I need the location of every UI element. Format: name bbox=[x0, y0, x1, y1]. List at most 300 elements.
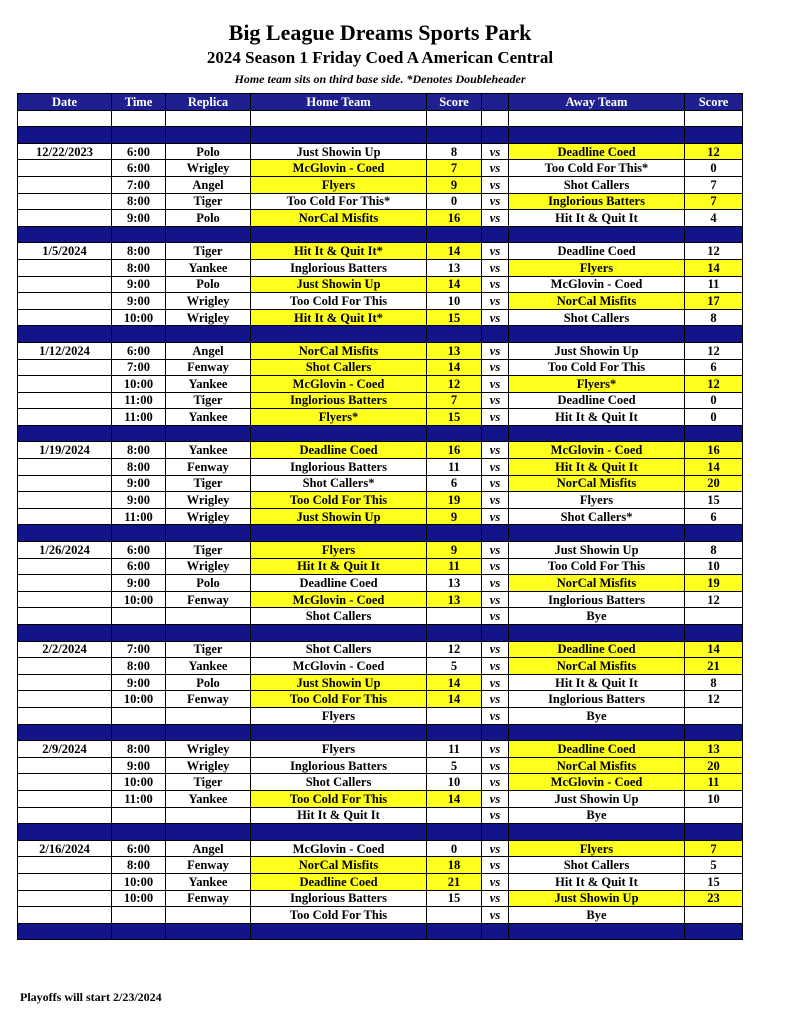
away-score-cell bbox=[685, 707, 743, 724]
home-score-cell: 15 bbox=[427, 409, 482, 426]
empty-cell bbox=[685, 425, 743, 442]
date-cell bbox=[18, 359, 112, 376]
empty-cell bbox=[18, 824, 112, 841]
away-score-cell: 8 bbox=[685, 674, 743, 691]
home-team-cell: NorCal Misfits bbox=[251, 342, 427, 359]
home-team-cell: Inglorious Batters bbox=[251, 757, 427, 774]
game-row bbox=[18, 790, 743, 807]
date-cell bbox=[18, 475, 112, 492]
time-cell bbox=[112, 807, 166, 824]
away-score-cell: 10 bbox=[685, 558, 743, 575]
vs-cell: vs bbox=[482, 558, 509, 575]
game-row bbox=[18, 276, 743, 293]
empty-cell bbox=[18, 226, 112, 243]
field-cell: Tiger bbox=[166, 193, 251, 210]
vs-cell: vs bbox=[482, 790, 509, 807]
field-cell bbox=[166, 608, 251, 625]
home-score-cell: 13 bbox=[427, 259, 482, 276]
home-team-cell: Too Cold For This bbox=[251, 293, 427, 310]
home-score-cell: 9 bbox=[427, 176, 482, 193]
empty-cell bbox=[509, 724, 685, 741]
away-team-cell: Inglorious Batters bbox=[509, 591, 685, 608]
time-cell: 11:00 bbox=[112, 409, 166, 426]
vs-cell: vs bbox=[482, 160, 509, 177]
vs-cell: vs bbox=[482, 608, 509, 625]
vs-cell: vs bbox=[482, 376, 509, 393]
away-score-cell: 12 bbox=[685, 243, 743, 260]
home-team-cell: Inglorious Batters bbox=[251, 259, 427, 276]
empty-cell bbox=[112, 525, 166, 542]
field-cell: Wrigley bbox=[166, 293, 251, 310]
away-score-cell: 21 bbox=[685, 658, 743, 675]
home-team-cell: Too Cold For This bbox=[251, 790, 427, 807]
home-team-cell: Flyers bbox=[251, 542, 427, 559]
home-score-cell bbox=[427, 807, 482, 824]
home-score-cell: 15 bbox=[427, 890, 482, 907]
away-team-cell: Bye bbox=[509, 807, 685, 824]
home-team-cell: NorCal Misfits bbox=[251, 857, 427, 874]
away-score-cell: 12 bbox=[685, 376, 743, 393]
home-score-cell: 13 bbox=[427, 342, 482, 359]
empty-cell bbox=[427, 625, 482, 642]
home-team-cell: Shot Callers bbox=[251, 641, 427, 658]
away-score-cell bbox=[685, 608, 743, 625]
away-score-cell: 4 bbox=[685, 210, 743, 227]
game-row bbox=[18, 907, 743, 924]
away-team-cell: Deadline Coed bbox=[509, 641, 685, 658]
away-team-cell: Bye bbox=[509, 608, 685, 625]
away-team-cell: Shot Callers bbox=[509, 309, 685, 326]
away-score-cell bbox=[685, 907, 743, 924]
home-score-cell: 7 bbox=[427, 392, 482, 409]
date-cell bbox=[18, 210, 112, 227]
home-score-cell: 14 bbox=[427, 691, 482, 708]
empty-cell bbox=[251, 127, 427, 144]
empty-cell bbox=[251, 226, 427, 243]
away-score-cell: 6 bbox=[685, 359, 743, 376]
empty-cell bbox=[112, 824, 166, 841]
vs-cell: vs bbox=[482, 840, 509, 857]
away-team-cell: Shot Callers bbox=[509, 857, 685, 874]
time-cell: 8:00 bbox=[112, 259, 166, 276]
away-score-cell: 0 bbox=[685, 409, 743, 426]
away-team-cell: Just Showin Up bbox=[509, 542, 685, 559]
vs-cell: vs bbox=[482, 873, 509, 890]
home-score-cell: 21 bbox=[427, 873, 482, 890]
empty-cell bbox=[18, 110, 112, 127]
vs-cell: vs bbox=[482, 293, 509, 310]
game-row bbox=[18, 774, 743, 791]
game-row bbox=[18, 293, 743, 310]
home-score-cell: 11 bbox=[427, 558, 482, 575]
time-cell: 10:00 bbox=[112, 376, 166, 393]
vs-cell: vs bbox=[482, 210, 509, 227]
empty-cell bbox=[685, 824, 743, 841]
away-score-cell: 23 bbox=[685, 890, 743, 907]
away-score-cell: 20 bbox=[685, 475, 743, 492]
col-date: Date bbox=[18, 94, 112, 111]
empty-cell bbox=[685, 127, 743, 144]
empty-cell bbox=[18, 724, 112, 741]
empty-cell bbox=[427, 824, 482, 841]
empty-cell bbox=[427, 110, 482, 127]
field-cell: Yankee bbox=[166, 442, 251, 459]
away-score-cell: 7 bbox=[685, 193, 743, 210]
game-row bbox=[18, 508, 743, 525]
game-row bbox=[18, 243, 743, 260]
empty-cell bbox=[166, 724, 251, 741]
home-score-cell: 5 bbox=[427, 658, 482, 675]
home-team-cell: Flyers bbox=[251, 741, 427, 758]
home-team-cell: Flyers bbox=[251, 707, 427, 724]
date-cell bbox=[18, 674, 112, 691]
away-score-cell: 8 bbox=[685, 309, 743, 326]
home-team-cell: Shot Callers bbox=[251, 774, 427, 791]
game-row bbox=[18, 376, 743, 393]
away-team-cell: Bye bbox=[509, 707, 685, 724]
game-row bbox=[18, 160, 743, 177]
empty-cell bbox=[427, 425, 482, 442]
time-cell: 6:00 bbox=[112, 542, 166, 559]
home-score-cell: 13 bbox=[427, 591, 482, 608]
away-team-cell: Just Showin Up bbox=[509, 342, 685, 359]
home-team-cell: NorCal Misfits bbox=[251, 210, 427, 227]
empty-cell bbox=[251, 724, 427, 741]
empty-cell bbox=[685, 226, 743, 243]
vs-cell: vs bbox=[482, 807, 509, 824]
col-away-score: Score bbox=[685, 94, 743, 111]
game-row bbox=[18, 707, 743, 724]
home-score-cell: 14 bbox=[427, 276, 482, 293]
vs-cell: vs bbox=[482, 392, 509, 409]
home-score-cell: 12 bbox=[427, 641, 482, 658]
empty-cell bbox=[166, 425, 251, 442]
col-replica: Replica bbox=[166, 94, 251, 111]
empty-cell bbox=[509, 110, 685, 127]
empty-cell bbox=[685, 525, 743, 542]
away-score-cell: 14 bbox=[685, 641, 743, 658]
game-row bbox=[18, 741, 743, 758]
empty-cell bbox=[251, 326, 427, 343]
empty-cell bbox=[685, 625, 743, 642]
col-home-team: Home Team bbox=[251, 94, 427, 111]
away-team-cell: Inglorious Batters bbox=[509, 193, 685, 210]
date-cell bbox=[18, 193, 112, 210]
time-cell: 7:00 bbox=[112, 176, 166, 193]
away-team-cell: Hit It & Quit It bbox=[509, 873, 685, 890]
vs-cell: vs bbox=[482, 409, 509, 426]
game-row bbox=[18, 442, 743, 459]
date-cell bbox=[18, 575, 112, 592]
time-cell: 8:00 bbox=[112, 442, 166, 459]
home-team-cell: McGlovin - Coed bbox=[251, 840, 427, 857]
empty-cell bbox=[112, 923, 166, 940]
empty-cell bbox=[685, 724, 743, 741]
date-cell bbox=[18, 890, 112, 907]
away-score-cell: 5 bbox=[685, 857, 743, 874]
empty-cell bbox=[112, 127, 166, 144]
date-cell bbox=[18, 707, 112, 724]
away-team-cell: Inglorious Batters bbox=[509, 691, 685, 708]
game-row bbox=[18, 342, 743, 359]
time-cell: 10:00 bbox=[112, 309, 166, 326]
home-score-cell: 10 bbox=[427, 774, 482, 791]
home-team-cell: Deadline Coed bbox=[251, 442, 427, 459]
home-score-cell: 15 bbox=[427, 309, 482, 326]
vs-cell: vs bbox=[482, 575, 509, 592]
away-team-cell: Deadline Coed bbox=[509, 392, 685, 409]
date-cell: 1/26/2024 bbox=[18, 542, 112, 559]
away-team-cell: Hit It & Quit It bbox=[509, 409, 685, 426]
vs-cell: vs bbox=[482, 276, 509, 293]
home-team-cell: Hit It & Quit It bbox=[251, 807, 427, 824]
vs-cell: vs bbox=[482, 143, 509, 160]
field-cell: Wrigley bbox=[166, 757, 251, 774]
vs-cell: vs bbox=[482, 309, 509, 326]
time-cell: 9:00 bbox=[112, 276, 166, 293]
empty-cell bbox=[482, 425, 509, 442]
time-cell: 9:00 bbox=[112, 210, 166, 227]
empty-cell bbox=[18, 127, 112, 144]
away-team-cell: NorCal Misfits bbox=[509, 757, 685, 774]
away-score-cell: 0 bbox=[685, 160, 743, 177]
empty-cell bbox=[509, 127, 685, 144]
home-team-cell: McGlovin - Coed bbox=[251, 160, 427, 177]
vs-cell: vs bbox=[482, 857, 509, 874]
away-team-cell: Hit It & Quit It bbox=[509, 459, 685, 476]
date-cell: 1/19/2024 bbox=[18, 442, 112, 459]
away-score-cell: 15 bbox=[685, 873, 743, 890]
home-score-cell: 16 bbox=[427, 210, 482, 227]
home-score-cell bbox=[427, 608, 482, 625]
home-team-cell: McGlovin - Coed bbox=[251, 376, 427, 393]
vs-cell: vs bbox=[482, 741, 509, 758]
game-row bbox=[18, 691, 743, 708]
empty-cell bbox=[509, 824, 685, 841]
page-note: Home team sits on third base side. *Denotes Doubleheader bbox=[234, 72, 526, 86]
field-cell: Tiger bbox=[166, 392, 251, 409]
col-vs bbox=[482, 94, 509, 111]
empty-cell bbox=[166, 525, 251, 542]
vs-cell: vs bbox=[482, 542, 509, 559]
date-cell bbox=[18, 309, 112, 326]
home-team-cell: Just Showin Up bbox=[251, 674, 427, 691]
time-cell bbox=[112, 707, 166, 724]
game-row bbox=[18, 176, 743, 193]
game-row bbox=[18, 575, 743, 592]
field-cell: Fenway bbox=[166, 359, 251, 376]
home-team-cell: Too Cold For This bbox=[251, 907, 427, 924]
field-cell: Tiger bbox=[166, 243, 251, 260]
date-cell bbox=[18, 492, 112, 509]
field-cell: Tiger bbox=[166, 542, 251, 559]
home-score-cell: 9 bbox=[427, 508, 482, 525]
schedule-body bbox=[18, 110, 743, 940]
away-team-cell: Too Cold For This bbox=[509, 359, 685, 376]
field-cell: Fenway bbox=[166, 591, 251, 608]
empty-cell bbox=[482, 110, 509, 127]
away-team-cell: NorCal Misfits bbox=[509, 293, 685, 310]
time-cell: 9:00 bbox=[112, 575, 166, 592]
vs-cell: vs bbox=[482, 243, 509, 260]
time-cell: 10:00 bbox=[112, 890, 166, 907]
game-row bbox=[18, 143, 743, 160]
empty-cell bbox=[482, 226, 509, 243]
game-row bbox=[18, 210, 743, 227]
home-team-cell: Just Showin Up bbox=[251, 276, 427, 293]
home-team-cell: Flyers bbox=[251, 176, 427, 193]
game-row bbox=[18, 890, 743, 907]
empty-cell bbox=[18, 326, 112, 343]
date-cell bbox=[18, 757, 112, 774]
empty-cell bbox=[482, 326, 509, 343]
away-team-cell: Deadline Coed bbox=[509, 243, 685, 260]
vs-cell: vs bbox=[482, 359, 509, 376]
game-row bbox=[18, 558, 743, 575]
home-score-cell: 5 bbox=[427, 757, 482, 774]
field-cell: Polo bbox=[166, 575, 251, 592]
home-score-cell: 14 bbox=[427, 790, 482, 807]
page-title: Big League Dreams Sports Park bbox=[228, 20, 532, 45]
time-cell: 6:00 bbox=[112, 558, 166, 575]
field-cell: Wrigley bbox=[166, 741, 251, 758]
date-cell bbox=[18, 608, 112, 625]
home-team-cell: Too Cold For This* bbox=[251, 193, 427, 210]
date-cell bbox=[18, 176, 112, 193]
game-row bbox=[18, 857, 743, 874]
game-row bbox=[18, 409, 743, 426]
empty-cell bbox=[509, 326, 685, 343]
vs-cell: vs bbox=[482, 193, 509, 210]
week-separator bbox=[18, 226, 743, 243]
date-cell bbox=[18, 873, 112, 890]
away-score-cell: 20 bbox=[685, 757, 743, 774]
away-team-cell: McGlovin - Coed bbox=[509, 774, 685, 791]
time-cell: 8:00 bbox=[112, 857, 166, 874]
home-score-cell: 19 bbox=[427, 492, 482, 509]
empty-cell bbox=[427, 226, 482, 243]
time-cell: 10:00 bbox=[112, 691, 166, 708]
home-team-cell: Hit It & Quit It* bbox=[251, 243, 427, 260]
empty-cell bbox=[427, 525, 482, 542]
home-score-cell: 14 bbox=[427, 359, 482, 376]
empty-cell bbox=[685, 923, 743, 940]
week-separator bbox=[18, 425, 743, 442]
home-team-cell: McGlovin - Coed bbox=[251, 658, 427, 675]
empty-cell bbox=[166, 923, 251, 940]
home-score-cell: 11 bbox=[427, 459, 482, 476]
away-score-cell: 17 bbox=[685, 293, 743, 310]
time-cell: 6:00 bbox=[112, 342, 166, 359]
away-team-cell: Deadline Coed bbox=[509, 741, 685, 758]
empty-cell bbox=[112, 625, 166, 642]
empty-cell bbox=[251, 525, 427, 542]
empty-cell bbox=[251, 923, 427, 940]
empty-cell bbox=[166, 625, 251, 642]
week-separator bbox=[18, 127, 743, 144]
schedule-table bbox=[17, 93, 743, 940]
away-score-cell: 19 bbox=[685, 575, 743, 592]
away-score-cell: 8 bbox=[685, 542, 743, 559]
away-score-cell: 12 bbox=[685, 591, 743, 608]
away-team-cell: NorCal Misfits bbox=[509, 658, 685, 675]
vs-cell: vs bbox=[482, 176, 509, 193]
field-cell: Wrigley bbox=[166, 160, 251, 177]
home-score-cell bbox=[427, 907, 482, 924]
home-team-cell: Deadline Coed bbox=[251, 873, 427, 890]
home-team-cell: Too Cold For This bbox=[251, 691, 427, 708]
time-cell: 11:00 bbox=[112, 392, 166, 409]
away-team-cell: Hit It & Quit It bbox=[509, 210, 685, 227]
field-cell: Polo bbox=[166, 276, 251, 293]
field-cell: Polo bbox=[166, 143, 251, 160]
home-score-cell: 6 bbox=[427, 475, 482, 492]
game-row bbox=[18, 459, 743, 476]
time-cell: 11:00 bbox=[112, 508, 166, 525]
away-team-cell: Flyers* bbox=[509, 376, 685, 393]
date-cell bbox=[18, 508, 112, 525]
empty-cell bbox=[112, 724, 166, 741]
empty-cell bbox=[251, 425, 427, 442]
empty-cell bbox=[482, 724, 509, 741]
week-separator bbox=[18, 625, 743, 642]
away-team-cell: McGlovin - Coed bbox=[509, 276, 685, 293]
away-score-cell: 14 bbox=[685, 459, 743, 476]
home-score-cell: 18 bbox=[427, 857, 482, 874]
away-score-cell: 10 bbox=[685, 790, 743, 807]
field-cell bbox=[166, 807, 251, 824]
away-score-cell bbox=[685, 807, 743, 824]
home-team-cell: Deadline Coed bbox=[251, 575, 427, 592]
time-cell: 8:00 bbox=[112, 658, 166, 675]
home-score-cell: 14 bbox=[427, 674, 482, 691]
away-score-cell: 12 bbox=[685, 342, 743, 359]
empty-cell bbox=[166, 110, 251, 127]
field-cell: Fenway bbox=[166, 890, 251, 907]
home-score-cell: 14 bbox=[427, 243, 482, 260]
empty-cell bbox=[427, 724, 482, 741]
empty-cell bbox=[482, 923, 509, 940]
empty-cell bbox=[18, 525, 112, 542]
time-cell: 10:00 bbox=[112, 591, 166, 608]
vs-cell: vs bbox=[482, 674, 509, 691]
game-row bbox=[18, 492, 743, 509]
home-score-cell: 0 bbox=[427, 840, 482, 857]
away-score-cell: 16 bbox=[685, 442, 743, 459]
away-team-cell: Deadline Coed bbox=[509, 143, 685, 160]
date-cell bbox=[18, 907, 112, 924]
field-cell: Polo bbox=[166, 674, 251, 691]
date-cell bbox=[18, 857, 112, 874]
game-row bbox=[18, 542, 743, 559]
game-row bbox=[18, 674, 743, 691]
game-row bbox=[18, 193, 743, 210]
time-cell: 9:00 bbox=[112, 293, 166, 310]
game-row bbox=[18, 840, 743, 857]
away-score-cell: 12 bbox=[685, 691, 743, 708]
away-team-cell: Hit It & Quit It bbox=[509, 674, 685, 691]
date-cell bbox=[18, 807, 112, 824]
home-score-cell: 8 bbox=[427, 143, 482, 160]
empty-cell bbox=[509, 525, 685, 542]
date-cell bbox=[18, 591, 112, 608]
week-separator bbox=[18, 525, 743, 542]
home-team-cell: Inglorious Batters bbox=[251, 890, 427, 907]
home-team-cell: Shot Callers bbox=[251, 608, 427, 625]
field-cell: Wrigley bbox=[166, 309, 251, 326]
vs-cell: vs bbox=[482, 492, 509, 509]
empty-cell bbox=[18, 425, 112, 442]
